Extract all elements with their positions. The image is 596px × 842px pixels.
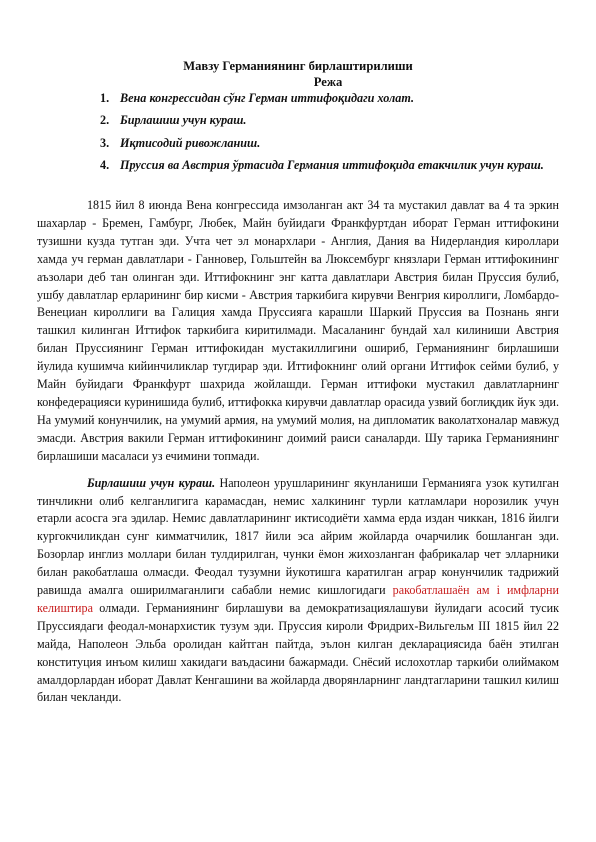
document-body bbox=[37, 197, 559, 707]
plan-item-number: 1. bbox=[100, 91, 110, 105]
plan-item bbox=[100, 91, 570, 105]
paragraph-lead: Бирлашиш учун кураш. bbox=[87, 475, 216, 490]
paragraph-text: олмади. Германиянинг бирлашуви ва демократизациялашуви йулидаги асосий тусик Пруссиядаги феодал-монархистик тузум эди. Пруссия кироли Фридрих-Вильгельм III 1815 йил 22 майда, Наполеон Эльба оролидан кайтган пайтда, эълон килган декларациясида баён этилган конституция инъом килиш хакидаги ваъдасини бажармади. Снёсий ислохотлар таркиби олиймаком амалдорлардан иборат Давлат Кенгашини ва жойларда дворянларнинг ландтагларини ташкил килиш билан чекланди. bbox=[37, 600, 559, 705]
plan-item bbox=[100, 136, 570, 150]
plan-item-text: Иқтисодий ривожланиш. bbox=[120, 135, 261, 150]
plan-item-text: Вена конгрессидан сўнг Герман иттифоқидаги холат. bbox=[120, 91, 415, 105]
highlighted-text: ракобатлашаён ам і имфларни келиштира bbox=[37, 583, 560, 615]
plan-item bbox=[100, 113, 570, 127]
page-title: Мавзу Германиянинг бирлаштирилиши bbox=[183, 59, 413, 73]
paragraph-text: Наполеон урушларининг якунланиши Германияга узок кутилган тинчликни олиб келганлигига карамасдан, немис халкининг турли катламлари норозилик учун етарли асосга эга эдилар. Немис давлатларининг иктисодиёти хамма ерда издан чиккан, 1816 йилги кургокчиликдан сунг кимматчилик, 1817 йили эса айрим жойларда очарчилик бошланган эди. Бозорлар инглиз моллари билан тулдирилган, чунки ёмон жихозланган фабрикалар чет элларники билан ракобатлаша олмасди. Феодал тузумни йукотишга каратилган аграр конунчилик тадрижий равишда амалга оширилмаганлиги сабабли немис кишлогидаги bbox=[37, 475, 560, 598]
paragraph-vienna-congress: 1815 йил 8 июнда Вена конгрессида имзоланган акт 34 та мустакил давлат ва 4 та эркин шахарлар - Бремен, Гамбург, Любек, Майн буйидаги Франкфуртдан иборат Герман иттифокини тузишни кузда тутган эди. Учта чет эл монархлари - Англия, Дания ва Нидерландия кироллари хамда уч герман давлатлари - Ганновер, Гольштейн ва Люксембург князлари Герман иттифокининг аъзолари деб тан олинган эди. Иттифокнинг энг катта давлатлари Австрия билан Пруссия булиб, ушбу давлатлар ерларининг бир кисми - Австрия таркибига кирувчи Венгрия кироллиги, Ломбардо-Венециан кироллиги ва Галиция хамда Пруссияга карашли Шаркий Пруссия ва Познань янги ташкил килинган Иттифок таркибига киритилмади. Масаланинг бундай хал килиниши Австрия билан Пруссиянинг Герман иттифокидан мустакиллигини ошириб, Германиянинг бирлашиши йулида кушимча кийинчиликлар тугдирар эди. Иттифокнинг олий органи Иттифок сейми булиб, у Майн буйидаги Франкфурт шахрида жойлашди. Герман иттифоки мустакил давлатларнинг конфедерацияси куринишида булиб, иттифокка кирувчи давлатлар орасида узвий боглиқдик йук эди. На умумий конунчилик, на умумий армия, на умумий молия, на дипломатик ваколатхоналар мавжуд эмасди. Австрия вакили Герман иттифокининг доимий раиси саналарди. Шу тарика Германиянинг бирлашиши масаласи уз ечимини топмади. bbox=[37, 198, 559, 463]
plan-item-text: Бирлашиш учун кураш. bbox=[120, 113, 247, 128]
plan-item bbox=[100, 158, 570, 172]
plan-item-number: 4. bbox=[100, 158, 110, 173]
plan-item-number: 2. bbox=[100, 113, 110, 128]
plan-item-text: Пруссия ва Австрия ўртасида Германия иттифоқида етакчилик учун кураш. bbox=[120, 158, 544, 173]
plan-item-number: 3. bbox=[100, 135, 110, 150]
plan-heading: Режа bbox=[313, 75, 343, 89]
plan-list bbox=[100, 91, 570, 181]
paragraph-unification-struggle bbox=[37, 475, 559, 708]
